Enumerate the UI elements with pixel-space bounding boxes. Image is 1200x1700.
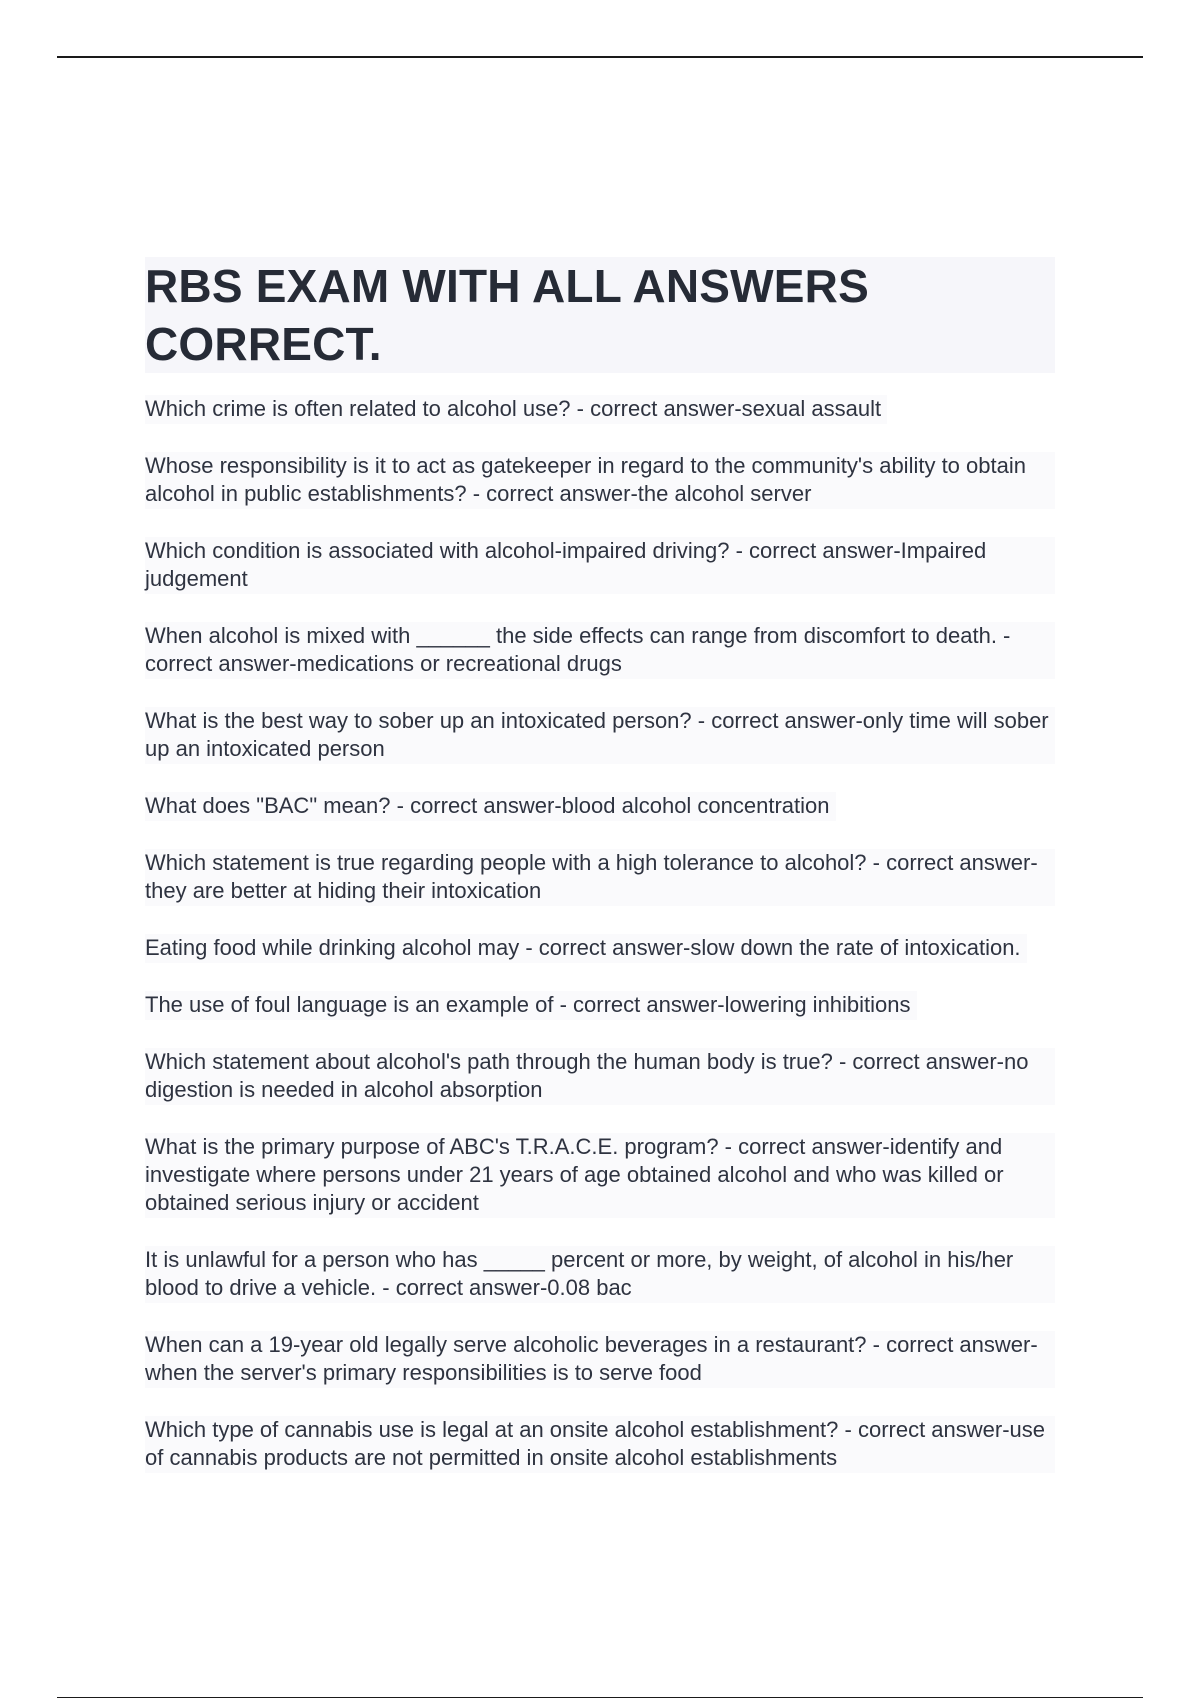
qa-item: Which crime is often related to alcohol use? - correct answer-sexual assault (145, 395, 887, 424)
header-rule (57, 56, 1143, 58)
document-body (145, 257, 1055, 1501)
document-title: RBS EXAM WITH ALL ANSWERS CORRECT. (145, 257, 1055, 373)
qa-item: Which type of cannabis use is legal at an onsite alcohol establishment? - correct answer-use of cannabis products are not permitted in onsite alcohol establishments (145, 1416, 1055, 1473)
footer-rule (57, 1697, 1143, 1698)
qa-item: When can a 19-year old legally serve alcoholic beverages in a restaurant? - correct answer-when the server's primary responsibilities is to serve food (145, 1331, 1055, 1388)
qa-item: Eating food while drinking alcohol may - correct answer-slow down the rate of intoxication. (145, 934, 1027, 963)
qa-item: It is unlawful for a person who has _____ percent or more, by weight, of alcohol in his/her blood to drive a vehicle. - correct answer-0.08 bac (145, 1246, 1055, 1303)
qa-item: Which statement is true regarding people with a high tolerance to alcohol? - correct answer-they are better at hiding their intoxication (145, 849, 1055, 906)
qa-list (145, 395, 1055, 1473)
qa-item: Which condition is associated with alcohol-impaired driving? - correct answer-Impaired judgement (145, 537, 1055, 594)
qa-item: What is the best way to sober up an intoxicated person? - correct answer-only time will sober up an intoxicated person (145, 707, 1055, 764)
qa-item: Whose responsibility is it to act as gatekeeper in regard to the community's ability to obtain alcohol in public establishments? - correct answer-the alcohol server (145, 452, 1055, 509)
qa-item: Which statement about alcohol's path through the human body is true? - correct answer-no digestion is needed in alcohol absorption (145, 1048, 1055, 1105)
qa-item: What is the primary purpose of ABC's T.R.A.C.E. program? - correct answer-identify and investigate where persons under 21 years of age obtained alcohol and who was killed or obtained serious injury or accident (145, 1133, 1055, 1218)
qa-item: When alcohol is mixed with ______ the side effects can range from discomfort to death. - correct answer-medications or recreational drugs (145, 622, 1055, 679)
qa-item: What does "BAC" mean? - correct answer-blood alcohol concentration (145, 792, 836, 821)
qa-item: The use of foul language is an example of - correct answer-lowering inhibitions (145, 991, 917, 1020)
